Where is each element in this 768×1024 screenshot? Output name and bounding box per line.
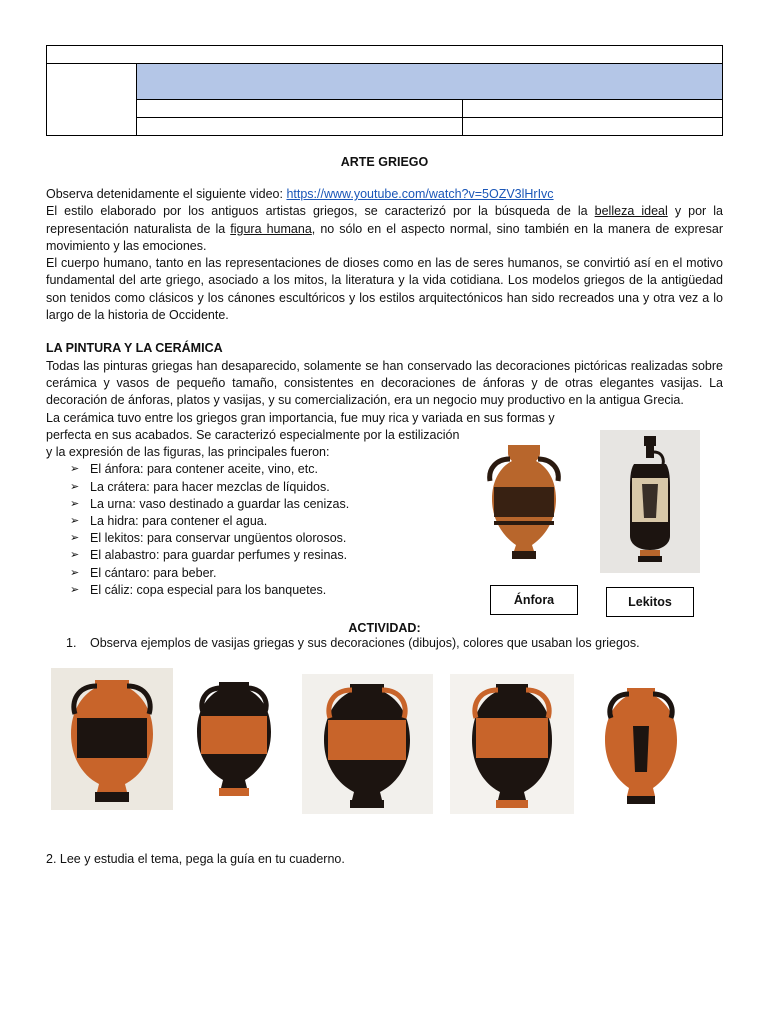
paragraph-painting: Todas las pinturas griegas han desaparecido, solamente se han conservado las decoraciones pictóricas realizadas sobre cerámica y vasos de pequeño tamaño, consistentes en decoraciones de ánforas y de otras elegantes vasijas. La decoración de ánforas, platos y vasijas, y su comercialización, era un negocio muy productivo en la antigua Grecia. <box>46 358 723 408</box>
paragraph-body: El cuerpo humano, tanto en las representaciones de dioses como en las de seres humanos, se convirtió así en el motivo fundamental del arte griego, asociado a los mitos, la literatura y la vida cotidiana. Los modelos griegos de la antigüedad son tenidos como clásicos y los cánones escultóricos y los estilos arquitectónicos han sido recreados una y otra vez a lo largo de la historia de Occidente. <box>46 256 723 323</box>
video-instruction <box>46 186 723 203</box>
gallery-vase <box>597 682 685 812</box>
page-title: ARTE GRIEGO <box>340 155 429 169</box>
header-logo-cell <box>47 64 137 136</box>
video-link[interactable]: https://www.youtube.com/watch?v=5OZV3lHrIvc <box>286 187 554 201</box>
header-top-cell <box>47 46 723 64</box>
vessel-type-text: El alabastro: para guardar perfumes y resinas. <box>90 548 348 563</box>
vase-gallery <box>0 668 768 818</box>
header-field-cell <box>463 100 723 118</box>
paragraph-style <box>46 203 723 255</box>
vessel-type-text: La crátera: para hacer mezclas de líquidos. <box>90 479 330 494</box>
arrow-bullet-icon: ➢ <box>70 566 80 579</box>
arrow-bullet-icon: ➢ <box>70 497 80 510</box>
amphora-icon <box>478 437 570 569</box>
vessel-type-text: La hidra: para contener el agua. <box>90 514 268 529</box>
task-2: 2. Lee y estudia el tema, pega la guía en tu cuaderno. <box>46 852 345 866</box>
vessel-type-text: El cáliz: copa especial para los banquetes. <box>90 582 327 597</box>
paragraph-ceramics-2: perfecta en sus acabados. Se caracterizó especialmente por la estilización <box>46 427 460 442</box>
paragraph-ceramics-3: y la expresión de las figuras, las principales fueron: <box>46 445 330 460</box>
header-field-cell <box>137 100 463 118</box>
caption-lekitos: Lekitos <box>606 587 694 617</box>
underlined-term: figura humana <box>230 221 312 236</box>
text-span: , no sólo en el aspecto normal, sino también en la manera de expresar movimiento y las emociones. <box>46 221 723 253</box>
vessel-type-text: El lekitos: para conservar ungüentos olorosos. <box>90 531 347 546</box>
vessel-type-text: El ánfora: para contener aceite, vino, etc. <box>90 462 318 477</box>
activity-title: ACTIVIDAD: <box>348 621 421 636</box>
lekitos-image <box>600 430 700 573</box>
gallery-vase <box>51 668 173 810</box>
arrow-bullet-icon: ➢ <box>70 549 80 562</box>
underlined-term: belleza ideal <box>594 204 668 219</box>
vessel-type-text: La urna: vaso destinado a guardar las cenizas. <box>90 496 350 511</box>
caption-anfora: Ánfora <box>490 585 578 615</box>
gallery-vase <box>185 676 283 806</box>
task-1-text: Observa ejemplos de vasijas griegas y sus decoraciones (dibujos), colores que usaban los griegos. <box>90 636 640 651</box>
amphora-icon <box>597 682 685 812</box>
amphora-icon <box>450 674 574 814</box>
arrow-bullet-icon: ➢ <box>70 480 80 493</box>
arrow-bullet-icon: ➢ <box>70 532 80 545</box>
task-1 <box>46 635 723 652</box>
anfora-image <box>478 437 570 569</box>
task-1-number: 1. <box>66 636 77 651</box>
text-span: El estilo elaborado por los antiguos artistas griegos, se caracterizó por la búsqueda de la <box>46 204 595 219</box>
arrow-bullet-icon: ➢ <box>70 463 80 476</box>
vessel-type-text: El cántaro: para beber. <box>90 565 217 580</box>
header-title-cell <box>137 64 723 100</box>
header-field-cell <box>137 118 463 136</box>
arrow-bullet-icon: ➢ <box>70 583 80 596</box>
gallery-vase <box>302 674 433 814</box>
text-span: y por la representación naturalista de la <box>46 204 723 236</box>
gallery-vase <box>450 674 574 814</box>
header-field-cell <box>463 118 723 136</box>
video-label: Observa detenidamente el siguiente video: <box>46 187 287 201</box>
amphora-icon <box>185 676 283 806</box>
amphora-icon <box>302 674 433 814</box>
amphora-icon <box>51 668 173 810</box>
arrow-bullet-icon: ➢ <box>70 515 80 528</box>
paragraph-ceramics-1: La cerámica tuvo entre los griegos gran importancia, fue muy rica y variada en sus formas y <box>46 410 555 425</box>
lekythos-icon <box>600 430 700 573</box>
section-heading: LA PINTURA Y LA CERÁMICA <box>46 341 223 356</box>
header-table <box>46 45 723 136</box>
